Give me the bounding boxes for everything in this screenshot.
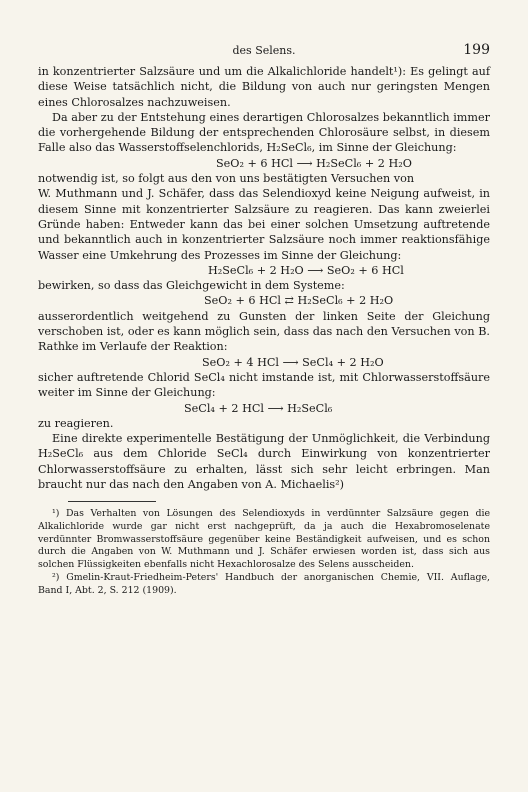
equation-4: SeO₂ + 4 HCl ⟶ SeCl₄ + 2 H₂O <box>202 355 384 369</box>
paragraph-5: bewirken, so dass das Gleichgewicht in dem Systeme: <box>38 279 345 293</box>
paragraph-1: in konzentrierter Salzsäure und um die Alkalichloride handelt¹): Es gelingt auf diese Weise tatsächlich nicht, die Bildung von auch nur geringsten Mengen eines Chlorosalzes nachzuweisen. <box>38 65 490 109</box>
paragraph-6: ausserordentlich weitgehend zu Gunsten der linken Seite der Gleichung verschoben ist, oder es kann möglich sein, dass das nach den Versuchen von B. Rathke im Verlaufe der Reaktion: <box>38 309 490 354</box>
paragraph-8: zu reagieren. <box>38 416 114 430</box>
page-header <box>38 44 490 64</box>
equation-2: H₂SeCl₆ + 2 H₂O ⟶ SeO₂ + 6 HCl <box>208 263 404 277</box>
footnote-1: ¹) Das Verhalten von Lösungen des Selendioxyds in verdünnter Salzsäure gegen die Alkalichloride wurde gar nicht erst nachgeprüft, da ja auch die Hexabromoselenate verdünnter Bromwasserstoffsäure gegenüber keine Beständigkeit aufweisen, und es schon durch die Angaben von W. Muthmann und J. Schäfer erwiesen worden ist, dass sich aus solchen Flüssigkeiten ebenfalls nicht Hexachlorosalze des Selens ausscheiden. <box>38 508 490 571</box>
paragraph-2: Da aber zu der Entstehung eines derartigen Chlorosalzes bekanntlich immer die vorhergehende Bildung der entsprechenden Chlorosäure selbst, in diesem Falle also das Wasserstoffselenchlorids, H₂SeCl₆, im Sinne der Gleichung: <box>38 110 490 155</box>
equation-1: SeO₂ + 6 HCl ⟶ H₂SeCl₆ + 2 H₂O <box>216 156 412 170</box>
paragraph-9: Eine direkte experimentelle Bestätigung der Unmöglichkeit, die Verbindung H₂SeCl₆ aus dem Chloride SeCl₄ durch Einwirkung von konzentrierter Chlorwasserstoffsäure zu erhalten, lässt sich sehr leicht erbringen. Man braucht nur das nach den Angaben von A. Michaelis²) <box>38 432 490 492</box>
book-page <box>38 44 490 597</box>
footnote-divider <box>68 501 156 502</box>
paragraph-4: W. Muthmann und J. Schäfer, dass das Selendioxyd keine Neigung aufweist, in diesem Sinne mit konzentrierter Salzsäure zu reagieren. Das kann zweierlei Gründe haben: Entweder kann das bei einer solchen Umsetzung auftretende und bekanntlich auch in konzentrierter Salzsäure noch immer reaktionsfähige Wasser eine Umkehrung des Prozesses im Sinne der Gleichung: <box>38 187 490 262</box>
page-number: 199 <box>463 42 490 58</box>
footnote-2: ²) Gmelin-Kraut-Friedheim-Peters' Handbuch der anorganischen Chemie, VII. Auflage, Band I, Abt. 2, S. 212 (1909). <box>38 571 490 596</box>
paragraph-7: sicher auftretende Chlorid SeCl₄ nicht imstande ist, mit Chlorwasserstoffsäure weiter im Sinne der Gleichung: <box>38 370 490 400</box>
equation-3: SeO₂ + 6 HCl ⇄ H₂SeCl₆ + 2 H₂O <box>204 294 394 308</box>
running-title: des Selens. <box>232 44 296 57</box>
paragraph-3: notwendig ist, so folgt aus den von uns bestätigten Versuchen von <box>38 172 415 186</box>
equation-5: SeCl₄ + 2 HCl ⟶ H₂SeCl₆ <box>184 401 333 415</box>
